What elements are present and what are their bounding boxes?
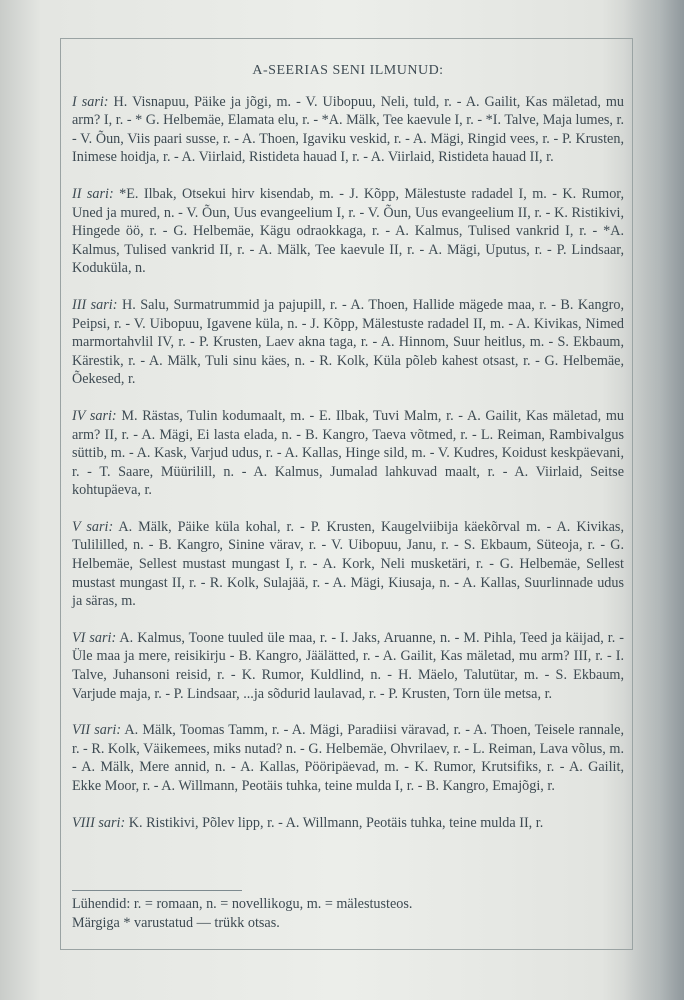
- series-text: *E. Ilbak, Otsekui hirv kisendab, m. - J. Kõpp, Mälestuste radadel I, m. - K. Rumor, Uned ja mured, n. - V. Õun, Uus evangeelium I, r. - V. Õun, Uus evangeelium II, r. - K. Ristikivi, Hingede öö, r. - G. Helbemäe, Kägu odraokkaga, r. - A. Kalmus, Tulised vankrid I, r. - *A. Kalmus, Tulised vankrid II, r. - A. Mälk, Tee kaevule II, r. - A. Mägi, Uputus, r. - P. Lindsaar, Koduküla, n.: [72, 185, 624, 277]
- page-heading: A-SEERIAS SENI ILMUNUD:: [252, 63, 444, 78]
- series-label: I sari:: [72, 93, 109, 110]
- footnote: [72, 895, 624, 932]
- series-label: V sari:: [72, 518, 114, 535]
- series-label: VI sari:: [72, 629, 117, 646]
- abbreviations-line: Lühendid: r. = romaan, n. = novellikogu, m. = mälestusteos.: [72, 896, 413, 912]
- series-1: [72, 93, 624, 167]
- series-list: [72, 62, 624, 850]
- out-of-print-note: Märgiga * varustatud — trükk otsas.: [72, 914, 280, 931]
- series-label: III sari:: [72, 296, 118, 313]
- series-3: [72, 296, 624, 389]
- series-text: A. Mälk, Toomas Tamm, r. - A. Mägi, Paradiisi väravad, r. - A. Thoen, Teisele rannale, r. - R. Kolk, Väikemees, miks nutad? n. - G. Helbemäe, Ohvrilaev, r. - L. Reiman, Lava võlus, m. - A. Mälk, Mere annid, n. - A. Kallas, Pööripäevad, m. - K. Rumor, Krutsifiks, r. - A. Gailit, Ekke Moor, r. - A. Willmann, Peotäis tuhka, teine mulda I, r. - B. Kangro, Emajõgi, r.: [72, 722, 625, 794]
- series-6: [72, 629, 624, 703]
- series-text: M. Rästas, Tulin kodumaalt, m. - E. Ilbak, Tuvi Malm, r. - A. Gailit, Kas mäletad, mu arm? II, r. - A. Mägi, Ei lasta elada, n. - B. Kangro, Taeva võtmed, r. - L. Reiman, Rambivalgus süttib, m. - A. Kask, Varjud udus, r. - A. Kallas, Hinge sild, m. - V. Kudres, Koidust keskpäevani, r. - T. Saare, Müürilill, n. - A. Kalmus, Jumalad lahkuvad maalt, r. - A. Viirlaid, Seitse kohtupäeva, r.: [72, 407, 625, 499]
- series-4: [72, 407, 624, 500]
- series-5: [72, 518, 624, 611]
- series-label: VIII sari:: [72, 814, 126, 831]
- series-label: II sari:: [72, 185, 114, 202]
- series-label: VII sari:: [72, 722, 122, 739]
- series-2: [72, 185, 624, 278]
- series-text: H. Visnapuu, Päike ja jõgi, m. - V. Uibopuu, Neli, tuld, r. - A. Gailit, Kas mäletad, mu arm? I, r. - * G. Helbemäe, Elamata elu, r. - *A. Mälk, Tee kaevule I, r. - *I. Talve, Maja lumes, r. - V. Õun, Viis paari susse, r. - A. Thoen, Igaviku veskid, r. - A. Mägi, Ringid vees, r. - P. Krusten, Inimese hoidja, r. - A. Viirlaid, Ristideta hauad I, r. - A. Viirlaid, Ristideta hauad II, r.: [72, 93, 624, 166]
- series-text: A. Kalmus, Toone tuuled üle maa, r. - I. Jaks, Aruanne, n. - M. Pihla, Teed ja käijad, r. - Üle maa ja mere, reisikirju - B. Kangro, Jäälätted, r. - A. Gailit, Kas mäletad, mu arm? III, r. - I. Talve, Juhansoni reisid, r. - K. Rumor, Kuldlind, n. - H. Mäelo, Talutütar, m. - S. Ekbaum, Varjude maja, r. - P. Lindsaar, ...ja sõdurid laulavad, r. - P. Krusten, Torn üle metsa, r.: [72, 629, 624, 702]
- series-8: [72, 814, 624, 833]
- cover-edge-stain: [624, 0, 684, 1000]
- footnote-rule: [72, 890, 242, 891]
- series-text: A. Mälk, Päike küla kohal, r. - P. Krusten, Kaugelviibija käekõrval m. - A. Kivikas, Tulililled, n. - B. Kangro, Sinine värav, r. - V. Uibopuu, Janu, r. - S. Ekbaum, Süteoja, r. - G. Helbemäe, Sellest mustast mungast I, r. - A. Kork, Neli musketäri, r. - G. Helbemäe, Sellest mustast mungast II, r. - R. Kolk, Sulajää, r. - A. Mägi, Kiusaja, n. - A. Kallas, Suurlinnade udus ja säras, m.: [72, 518, 625, 610]
- series-text: K. Ristikivi, Põlev lipp, r. - A. Willmann, Peotäis tuhka, teine mulda II, r.: [128, 814, 544, 831]
- series-text: H. Salu, Surmatrummid ja pajupill, r. - A. Thoen, Hallide mägede maa, r. - B. Kangro, Peipsi, r. - V. Uibopuu, Igavene küla, n. - J. Kõpp, Mälestuste radadel II, m. - A. Kivikas, Nimed marmortahvlil IV, r. - P. Krusten, Laev akna taga, r. - A. Hinnom, Suur heitlus, m. - S. Ekbaum, Kärestik, r. - A. Mälk, Tuli sinu käes, n. - R. Kolk, Küla põleb kahest otsast, r. - G. Helbemäe, Õekesed, r.: [72, 296, 625, 388]
- series-7: [72, 721, 624, 795]
- series-label: IV sari:: [72, 407, 117, 424]
